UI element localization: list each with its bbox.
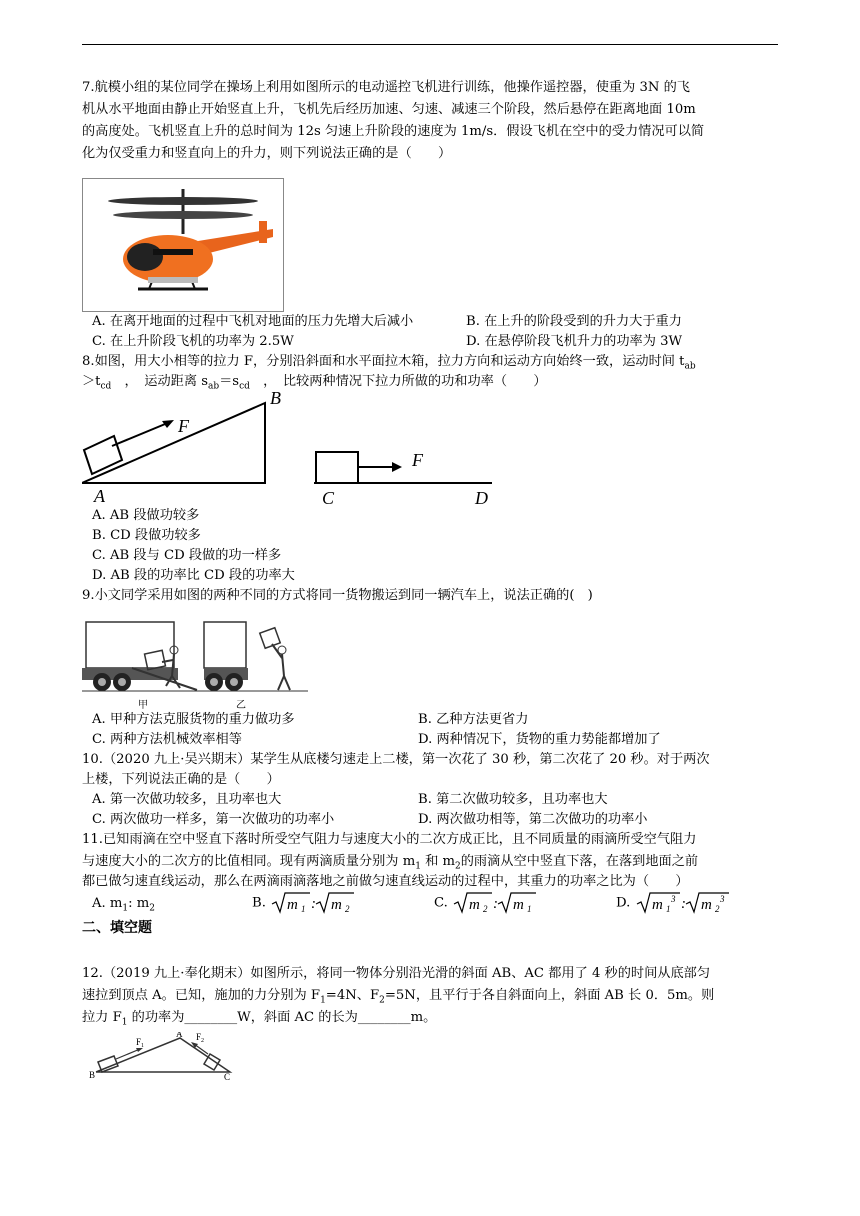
- q8-line-1: 8.如图，用大小相等的拉力 F，分别沿斜面和水平面拉木箱，拉力方向和运动方向始终一致，运动时间 $t_{ab}$: [82, 354, 696, 372]
- label-b: B: [89, 1070, 96, 1080]
- q12-line-2: 速拉到顶点 A。已知，施加的力分别为 $F_1=4N$、$F_2=5N$，且平行于各自斜面向上，斜面 AB 长 0．5m。则: [82, 988, 715, 1006]
- two-inclines-diagram: [88, 1032, 238, 1080]
- q10-line-2: 上楼，下列说法正确的是（ ）: [82, 772, 280, 787]
- q8-option-d[interactable]: D. AB 段的功率比 CD 段的功率大: [92, 568, 295, 583]
- q7-option-b[interactable]: B. 在上升的阶段受到的升力大于重力: [466, 314, 682, 329]
- sqrt-m2-sqrt-m1-formula: [452, 890, 538, 916]
- q7-line-1: 7.航模小组的某位同学在操场上利用如图所示的电动遥控飞机进行训练，他操作遥控器，使重为 3N 的飞: [82, 80, 690, 95]
- q11-line-3: 都已做匀速直线运动，那么在两滴雨滴落地之前做匀速直线运动的过程中，其重力的功率之比为（ ）: [82, 874, 689, 889]
- label-f1-sub: 1: [141, 1043, 144, 1049]
- q9-option-c[interactable]: C. 两种方法机械效率相等: [92, 732, 242, 747]
- svg-text:m: m: [513, 897, 524, 913]
- label-f2: F: [412, 450, 423, 470]
- q7-line-4: 化为仅受重力和竖直向上的升力，则下列说法正确的是（ ）: [82, 146, 452, 161]
- q7-option-c[interactable]: C. 在上升阶段飞机的功率为 2.5W: [92, 334, 294, 349]
- q9-line: 9.小文同学采用如图的两种不同的方式将同一货物搬运到同一辆汽车上，说法正确的( ): [82, 588, 593, 603]
- svg-text:m: m: [651, 897, 663, 913]
- svg-text::: :: [493, 896, 499, 912]
- truck-loading-diagram: [82, 620, 312, 712]
- label-jia: 甲: [138, 700, 148, 711]
- q11-option-b[interactable]: B. m 1 : m 2: [252, 890, 356, 916]
- sqrt-m1-sqrt-m2-formula: [270, 890, 356, 916]
- q9-option-a[interactable]: A. 甲种方法克服货物的重力做功多: [92, 712, 295, 727]
- q11-line-1: 11.已知雨滴在空中竖直下落时所受空气阻力与速度大小的二次方成正比，且不同质量的雨滴所受空气阻力: [82, 832, 697, 847]
- q11-option-a[interactable]: A. $m_1$: $m_2$: [92, 896, 156, 914]
- label-c: C: [224, 1072, 231, 1080]
- svg-text:m: m: [331, 897, 342, 913]
- sqrt-m1-cubed-sqrt-m2-cubed-formula: [635, 890, 731, 916]
- svg-text:2: 2: [345, 904, 350, 914]
- q11-line-2: 与速度大小的二次方的比值相同。现有两滴质量分别为 $m_1$ 和 $m_2$的雨滴从空中竖直下落，在落到地面之前: [82, 854, 699, 872]
- label-f1: F: [178, 416, 189, 436]
- q10-option-c[interactable]: C. 两次做功一样多，第一次做功的功率小: [92, 812, 335, 827]
- q10-option-a[interactable]: A. 第一次做功较多，且功率也大: [92, 792, 282, 807]
- label-b: B: [270, 388, 281, 408]
- label-f1: F: [136, 1037, 142, 1047]
- q9-option-b[interactable]: B. 乙种方法更省力: [418, 712, 529, 727]
- label-d: D: [475, 488, 488, 508]
- svg-text:m: m: [700, 897, 712, 913]
- q9-option-d[interactable]: D. 两种情况下，货物的重力势能都增加了: [418, 732, 661, 747]
- q11-option-c[interactable]: C. m 2 : m 1: [434, 890, 538, 916]
- svg-text:3: 3: [719, 894, 724, 904]
- q8-option-c[interactable]: C. AB 段与 CD 段做的功一样多: [92, 548, 282, 563]
- svg-text::: :: [311, 896, 317, 912]
- section-title: 二、填空题: [82, 920, 152, 936]
- q8-option-a[interactable]: A. AB 段做功较多: [92, 508, 200, 523]
- q11-option-d[interactable]: D. m 1 3 : m 2 3: [616, 890, 731, 916]
- q12-line-3: 拉力 $F_1$ 的功率为________W，斜面 AC 的长为________m。: [82, 1010, 437, 1028]
- svg-text:m: m: [287, 897, 298, 913]
- label-f2-sub: 2: [201, 1038, 204, 1044]
- q8-line-2: $>t_{cd}$ ， 运动距离 $s_{ab}=s_{cd}$ ， 比较两种情况下拉力所做的功和功率（ ）: [82, 374, 547, 392]
- label-yi: 乙: [236, 700, 246, 711]
- svg-text:2: 2: [714, 904, 719, 914]
- label-f2: F: [196, 1032, 202, 1042]
- helicopter-image: [82, 178, 284, 312]
- label-a: A: [94, 486, 105, 506]
- svg-text:1: 1: [527, 904, 532, 914]
- q7-option-d[interactable]: D. 在悬停阶段飞机升力的功率为 3W: [466, 334, 683, 349]
- svg-text:m: m: [469, 897, 480, 913]
- q8-option-b[interactable]: B. CD 段做功较多: [92, 528, 201, 543]
- q10-line-1: 10.（2020 九上·吴兴期末）某学生从底楼匀速走上二楼，第一次花了 30 秒，第二次花了 20 秒。对于两次: [82, 752, 710, 767]
- incline-and-flat-diagram: [82, 388, 502, 510]
- q10-option-b[interactable]: B. 第二次做功较多，且功率也大: [418, 792, 608, 807]
- q7-option-a[interactable]: A. 在离开地面的过程中飞机对地面的压力先增大后减小: [92, 314, 414, 329]
- q10-option-d[interactable]: D. 两次做功相等，第二次做功的功率小: [418, 812, 648, 827]
- label-c: C: [322, 488, 335, 508]
- svg-text::: :: [680, 896, 686, 912]
- svg-text:3: 3: [670, 894, 675, 904]
- label-a: A: [176, 1032, 183, 1039]
- svg-text:1: 1: [301, 904, 306, 914]
- svg-text:1: 1: [665, 904, 670, 914]
- svg-text:2: 2: [483, 904, 488, 914]
- q12-line-1: 12.（2019 九上·奉化期末）如图所示，将同一物体分别沿光滑的斜面 AB、AC 都用了 4 秒的时间从底部匀: [82, 966, 711, 981]
- header-rule: [82, 44, 778, 45]
- q7-line-3: 的高度处。飞机竖直上升的总时间为 12s 匀速上升阶段的速度为 1m/s．假设飞机在空中的受力情况可以简: [82, 124, 705, 139]
- q7-line-2: 机从水平地面由静止开始竖直上升，飞机先后经历加速、匀速、减速三个阶段，然后悬停在距离地面 10m: [82, 102, 696, 117]
